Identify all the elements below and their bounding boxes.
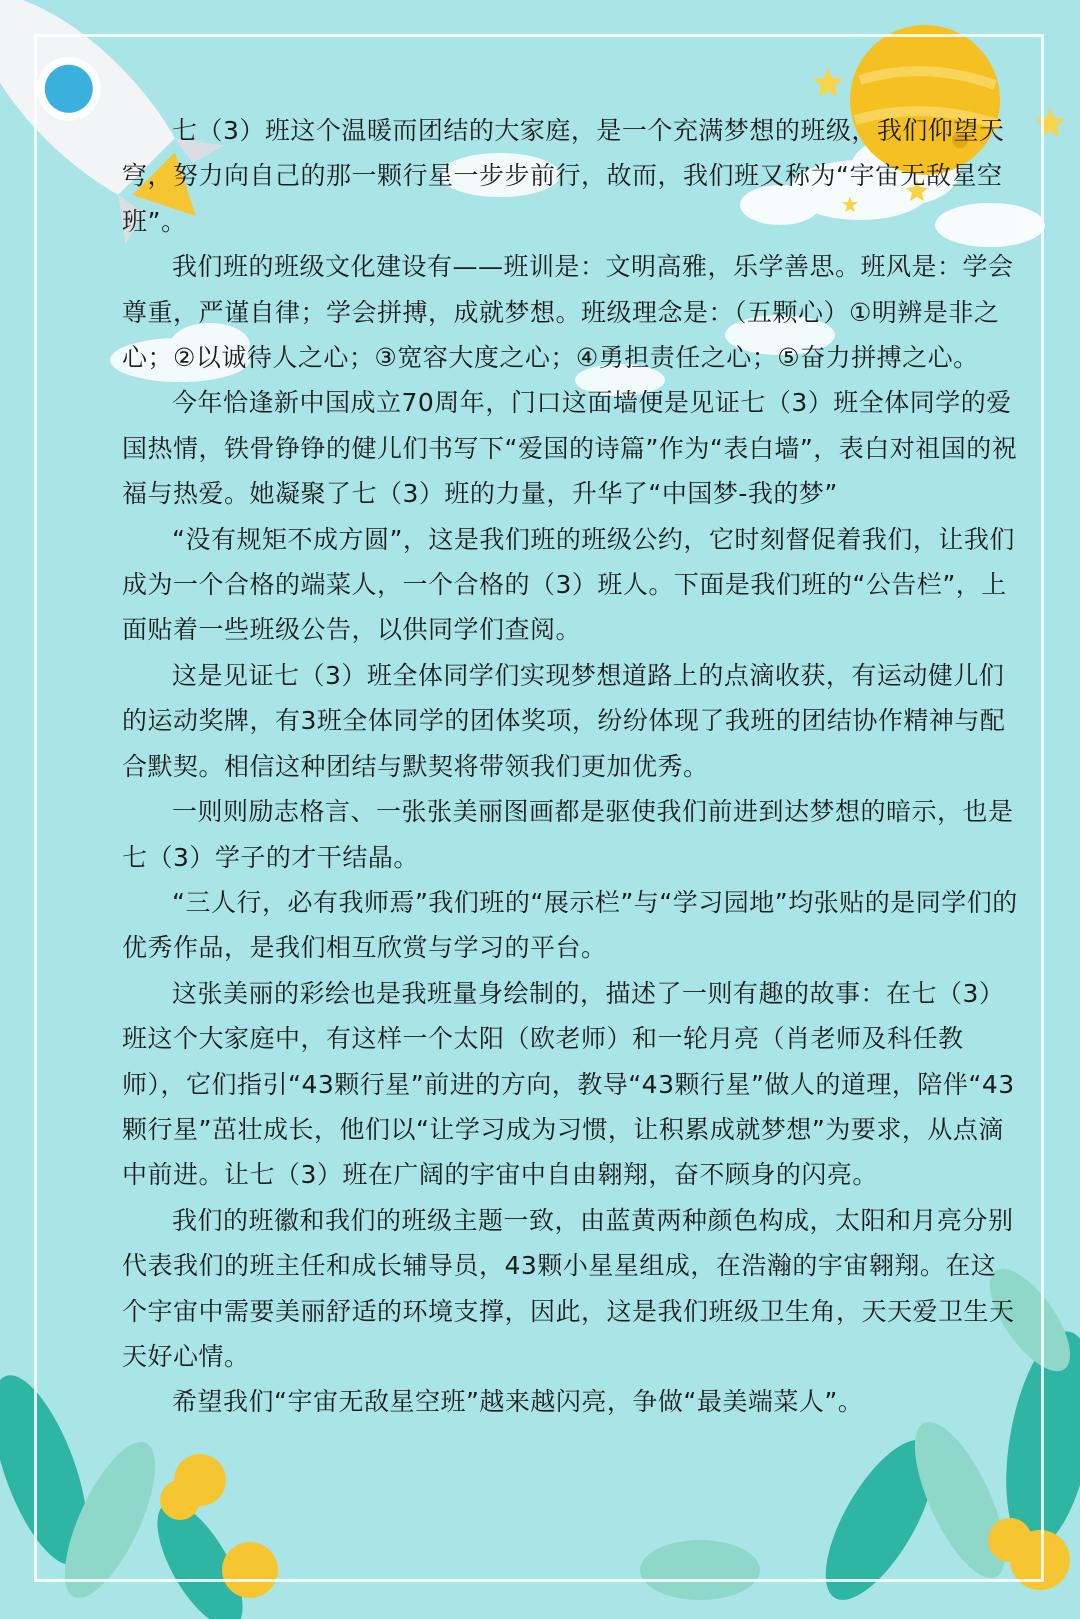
paragraph: 这是见证七（3）班全体同学们实现梦想道路上的点滴收获，有运动健儿们的运动奖牌，有3班全体同学的团体奖项，纷纷体现了我班的团结协作精神与配合默契。相信这种团结与默契将带领我们更加优秀。 — [122, 660, 1006, 781]
paragraph: “三人行，必有我师焉”我们班的“展示栏”与“学习园地”均张贴的是同学们的优秀作品，是我们相互欣赏与学习的平台。 — [122, 887, 1018, 963]
paragraph: “没有规矩不成方圆”，这是我们班的班级公约，它时刻督促着我们，让我们成为一个合格的端菜人，一个合格的（3）班人。下面是我们班的“公告栏”，上面贴着一些班级公告，以供同学们查阅。 — [122, 524, 1015, 645]
paragraph: 我们的班徽和我们的班级主题一致，由蓝黄两种颜色构成，太阳和月亮分别代表我们的班主任和成长辅导员，43颗小星星组成，在浩瀚的宇宙翱翔。在这个宇宙中需要美丽舒适的环境支撑，因此，这是我们班级卫生角，天天爱卫生天天好心情。 — [122, 1205, 1015, 1371]
paragraph: 这张美丽的彩绘也是我班量身绘制的，描述了一则有趣的故事：在七（3）班这个大家庭中，有这样一个太阳（欧老师）和一轮月亮（肖老师及科任教师），它们指引“43颗行星”前进的方向，教导“43颗行星”做人的道理，陪伴“43颗行星”茁壮成长，他们以“让学习成为习惯，让积累成就梦想”为要求，从点滴中前进。让七（3）班在广阔的宇宙中自由翱翔，奋不顾身的闪亮。 — [122, 978, 1015, 1190]
paragraph: 今年恰逢新中国成立70周年，门口这面墙便是见证七（3）班全体同学的爱国热情，铁骨铮铮的健儿们书写下“爱国的诗篇”作为“表白墙”，表白对祖国的祝福与热爱。她凝聚了七（3）班的力量，升华了“中国梦-我的梦” — [122, 388, 1018, 509]
article-body — [122, 108, 1018, 1425]
paragraph: 七（3）班这个温暖而团结的大家庭，是一个充满梦想的班级，我们仰望天穹，努力向自己的那一颗行星一步步前行，故而，我们班又称为“宇宙无敌星空班”。 — [122, 116, 1005, 236]
paragraph: 一则则励志格言、一张张美丽图画都是驱使我们前进到达梦想的暗示，也是七（3）学子的才干结晶。 — [122, 797, 1014, 872]
paragraph: 希望我们“宇宙无敌星空班”越来越闪亮，争做“最美端菜人”。 — [172, 1387, 864, 1417]
paragraph: 我们班的班级文化建设有——班训是：文明高雅，乐学善思。班风是：学会尊重，严谨自律；学会拼搏，成就梦想。班级理念是：（五颗心）①明辨是非之心；②以诚待人之心；③宽容大度之心；④勇担责任之心；⑤奋力拼搏之心。 — [122, 252, 1014, 373]
